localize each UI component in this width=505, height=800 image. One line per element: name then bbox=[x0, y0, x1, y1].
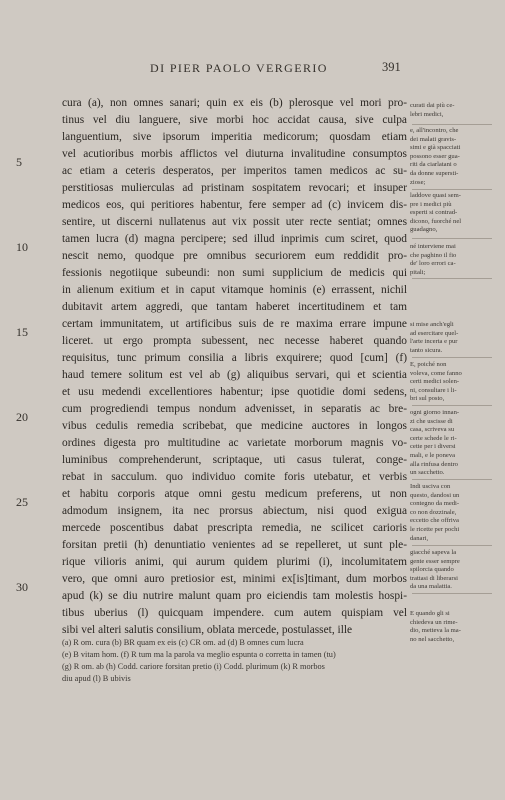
text-line: vero, que omni auro pretiosior est, minimi ex[is]timant, dum morbos bbox=[62, 573, 407, 585]
text-line: certam immunitatem, ut artificibus suis de re maxima errare impune bbox=[62, 318, 407, 330]
text-line: medicos eos, qui peritiores habentur, fere semper ad (c) invicem dis- bbox=[62, 199, 407, 211]
text-line: tinus vel diu languere, sive morbi hoc accidat causa, sive culpa bbox=[62, 114, 407, 126]
text-line: ac etiam a ceteris desperatos, per imperitos tamen medicos ac su- bbox=[62, 165, 407, 177]
side-note-divider bbox=[412, 593, 492, 594]
side-note: né interviene mai che paghino il fio de' loro errori ca- pitali; bbox=[410, 243, 457, 276]
line-number: 15 bbox=[16, 325, 28, 339]
side-note-divider bbox=[412, 545, 492, 546]
text-line: liceret. ut ergo prompta subessent, nec necesse haberet quando bbox=[62, 335, 407, 347]
text-line: dubitavit artem aggredi, que tantam haberet incertitudinem et tam bbox=[62, 301, 407, 313]
line-number: 25 bbox=[16, 495, 28, 509]
side-note-divider bbox=[412, 124, 492, 125]
text-line: cura (a), non omnes sanari; quin ex eis (b) plerosque vel mori pro- bbox=[62, 97, 407, 109]
line-number: 30 bbox=[16, 580, 28, 594]
text-line: cum progrediendi tempus nondum advenisset, in separatis ac bre- bbox=[62, 403, 407, 415]
text-line: et usu medendi excellentiores habentur; ipse quotidie domi sedens, bbox=[62, 386, 407, 398]
text-line: rique vilioris animi, qui aurum quidem plurimi (i), incolumitatem bbox=[62, 556, 407, 568]
text-line: vel acutioribus morbis afflictos vel diuturna invalitudine consumptos bbox=[62, 148, 407, 160]
line-number: 10 bbox=[16, 240, 28, 254]
side-note-divider bbox=[412, 357, 492, 358]
text-line: fessionis negotiique subeundi: non sumi supplicium de medicis qui bbox=[62, 267, 407, 279]
text-line: haud temere solitum est vel ab (g) aliquibus servari, qui et scientia bbox=[62, 369, 407, 381]
side-note: e, all'incontro, che dei malati gravis- simi e già spacciati possono esser gua- riti da ciarlatani o da donne supersti- ziose; bbox=[410, 127, 461, 186]
text-line: vibus cedulis remedia scribebat, que medicine auctores in longos bbox=[62, 420, 407, 432]
text-line: et habitu corporis atque omni gestu medicum preferens, ut non bbox=[62, 488, 407, 500]
side-note: laddove quasi sem- pre i medici più esperti si contrad- dicono, fuorché nel guadagno, bbox=[410, 192, 462, 234]
line-number: 20 bbox=[16, 410, 28, 424]
footnote-line: (a) R om. cura (b) BR quam ex eis (c) CR om. ad (d) B omnes cum lucra bbox=[62, 638, 304, 647]
text-line: ordines digesta pro multitudine ac varietate morborum magnis vo- bbox=[62, 437, 407, 449]
text-line: apud (k) se diu nutrire malunt quam pro eiciendis tam molestis hospi- bbox=[62, 590, 407, 602]
text-line: mercede poscentibus dabat prescripta remedia, ne scilicet carioris bbox=[62, 522, 407, 534]
side-note: E quando gli si chiedeva un rime- dio, metteva la ma- no nel sacchetto, bbox=[410, 610, 461, 643]
text-line: sibi vel alteri salutis consilium, oblata mercede, postulasset, ille bbox=[62, 624, 353, 636]
text-line: tibus uberius (l) quicquam impendere. cum autem quispiam vel bbox=[62, 607, 407, 619]
page-number: 391 bbox=[382, 60, 401, 74]
text-line: luminibus comprehenderunt, scriptaque, uti casus tulerat, conge- bbox=[62, 454, 407, 466]
side-note-divider bbox=[412, 405, 492, 406]
text-line: nescit nemo, quodque pre omnibus securiorem eum reddidit pro- bbox=[62, 250, 407, 262]
footnote-line: (g) R om. ab (h) Codd. cariore forsitan pretio (i) Codd. plurimum (k) R morbos bbox=[62, 662, 325, 671]
side-note: Indi usciva con questo, dandosi un contegno da medi- co non dozzinale, eccetto che offriva le ricette per pochi danari, bbox=[410, 483, 460, 542]
side-note: curati dai più ce- lebri medici, bbox=[410, 102, 455, 118]
text-line: admodum insignem, ita nec prorsus abiectum, nisi quod exigua bbox=[62, 505, 407, 517]
text-line: in alienum exitium et in caput vitamque hominis (e) errassent, nichil bbox=[62, 284, 407, 296]
side-note: E, poiché non voleva, come fanno certi medici solen- ni, consultare i li- bri sul posto, bbox=[410, 361, 462, 403]
text-line: requisitus, tunc primum consilia a libris exquirere; quod [cum] (f) bbox=[62, 352, 407, 364]
text-line: forsitan pretii (h) denuntiatio venientes ad se repelleret, ut sunt ple- bbox=[62, 539, 407, 551]
side-note-divider bbox=[412, 189, 492, 190]
text-line: tamen lucra (d) magna percipere; sed illud inprimis cum sciret, quod bbox=[62, 233, 407, 245]
line-number: 5 bbox=[16, 155, 22, 169]
running-title: DI PIER PAOLO VERGERIO bbox=[150, 61, 328, 75]
text-line: perstitiosas mulierculas ad pristinam sospitatem revocari; et insuper bbox=[62, 182, 407, 194]
footnote-line: diu apud (l) B ubivis bbox=[62, 674, 131, 683]
text-line: sentire, ut discerni nullatenus aut vix possit uter recte sentiat; omnes bbox=[62, 216, 407, 228]
side-note-divider bbox=[412, 479, 492, 480]
text-line: rebat in sacculum. quo individuo comite foris utebatur, et verbis bbox=[62, 471, 407, 483]
text-line: languentium, sive ipsorum imperitia medicorum; quosdam etiam bbox=[62, 131, 407, 143]
side-note: ogni giorno innan- zi che uscisse di casa, scriveva su certe schede le ri- cette per i diversi mali, e le poneva alla rinfusa dentro un sacchetto. bbox=[410, 409, 460, 477]
side-note-divider bbox=[412, 278, 492, 279]
footnote-line: (e) B vitam hom. (f) R tum ma la parola va meglio espunta o corretta in tamen (tu) bbox=[62, 650, 336, 659]
side-note: si mise anch'egli ad esercitare quel- l'arte incerta e pur tanto sicura. bbox=[410, 321, 459, 354]
side-note: giacché sapeva la gente esser sempre spilorcia quando trattasi di liberarsi da una malattia. bbox=[410, 549, 460, 591]
side-note-divider bbox=[412, 238, 492, 239]
